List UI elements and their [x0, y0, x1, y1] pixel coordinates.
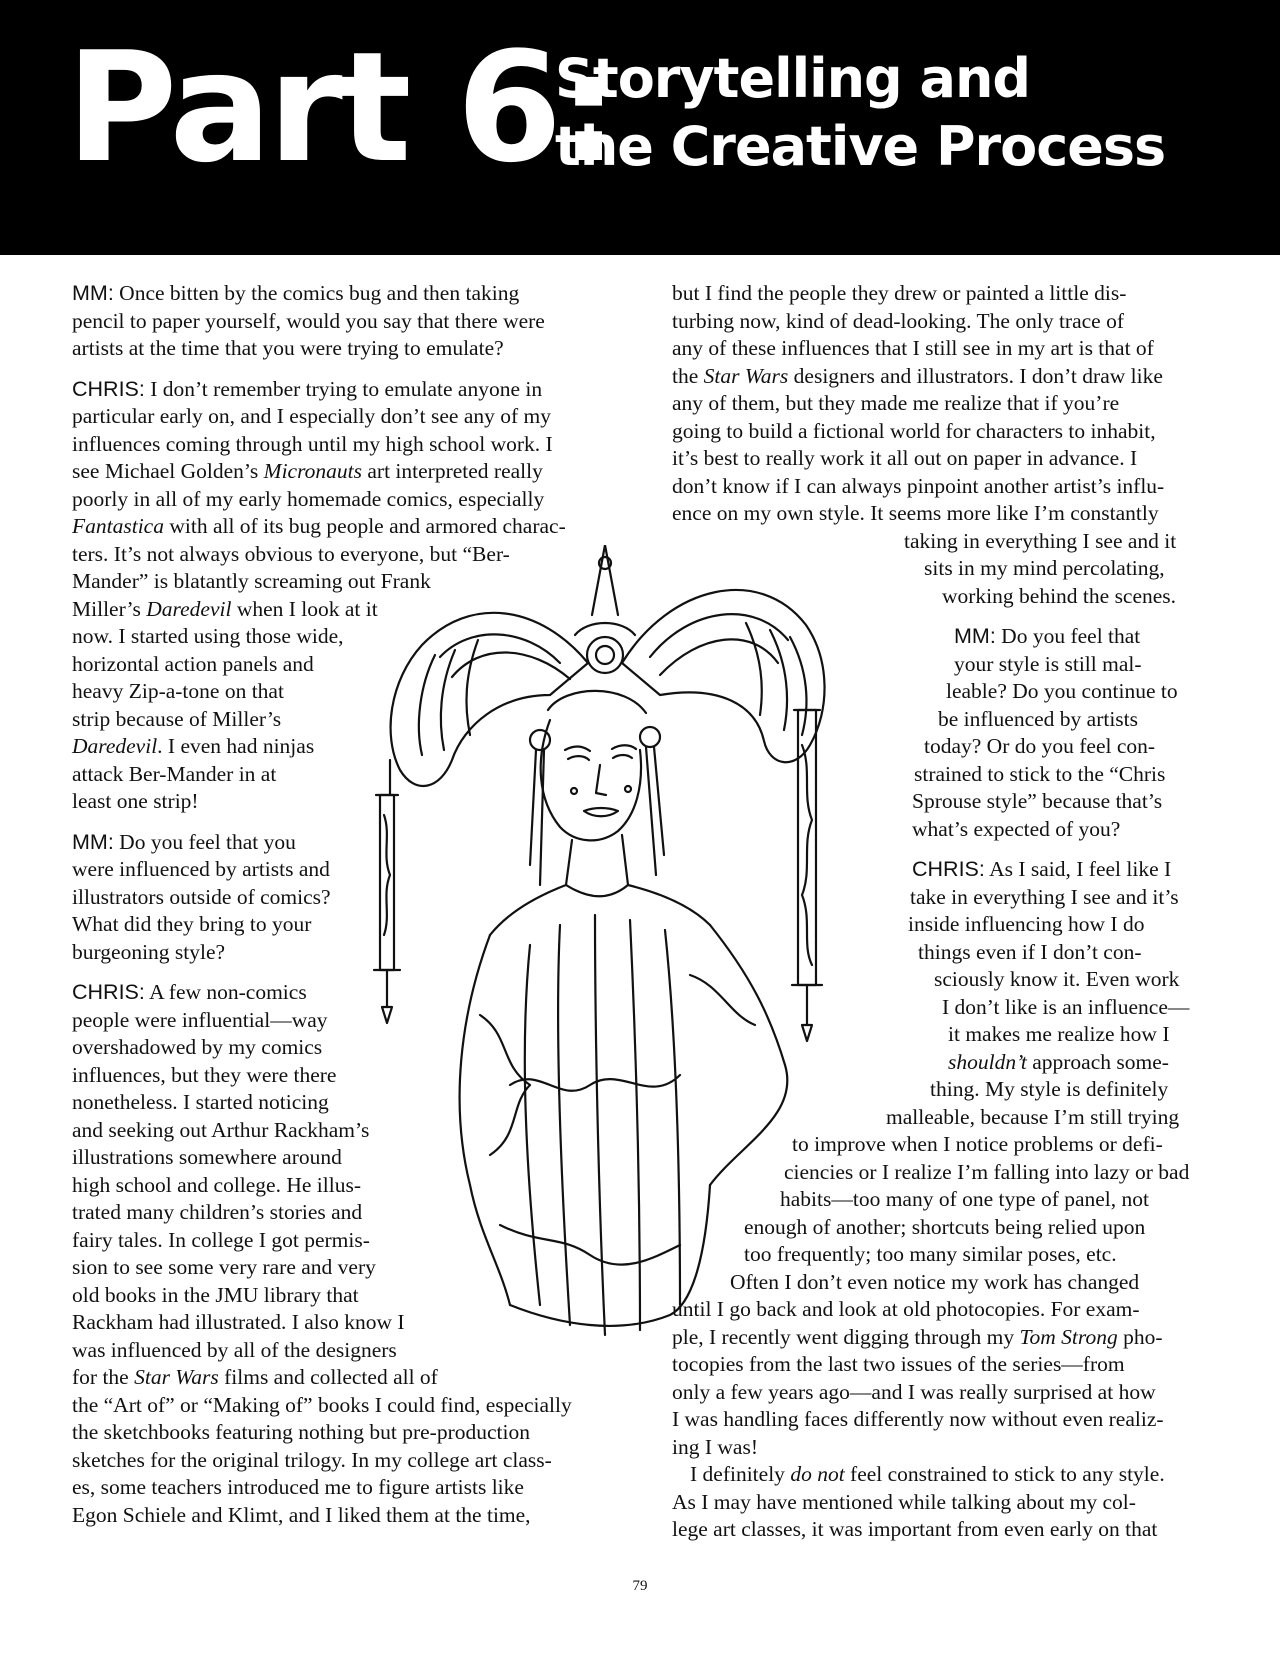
interview-paragraph: [672, 1269, 1212, 1462]
text-line: horizontal action panels and: [72, 651, 314, 676]
title-reference: Star Wars: [703, 363, 789, 388]
text-line: inside influencing how I do: [908, 912, 1145, 936]
text-line: take in everything I see and it’s: [910, 884, 1179, 909]
text-line: the Star Wars designers and illustrators. I don’t draw like: [672, 363, 1163, 388]
text-line: enough of another; shortcuts being relied upon: [744, 1214, 1146, 1239]
interview-paragraph: [672, 623, 1212, 843]
text-line: old books in the JMU library that: [72, 1282, 359, 1307]
text-line: working behind the scenes.: [942, 583, 1177, 608]
text-line: your style is still mal-: [954, 651, 1142, 676]
text-line: influences coming through until my high school work. I: [72, 431, 553, 456]
text-line: the “Art of” or “Making of” books I could find, especially: [72, 1392, 572, 1417]
speaker-label: CHRIS:: [72, 980, 145, 1004]
text-line: high school and college. He illus-: [72, 1172, 361, 1197]
text-line: illustrators outside of comics?: [72, 884, 331, 909]
text-line: what’s expected of you?: [912, 816, 1121, 841]
text-line: pencil to paper yourself, would you say that there were: [72, 308, 545, 333]
text-line: sciously know it. Even work: [934, 967, 1180, 991]
text-line: shouldn’t approach some-: [948, 1049, 1169, 1074]
text-line: but I find the people they drew or painted a little dis-: [672, 281, 1127, 305]
title-reference: Fantastica: [72, 514, 164, 538]
text-line: nonetheless. I started noticing: [72, 1090, 329, 1114]
text-line: As I may have mentioned while talking about my col-: [672, 1489, 1136, 1514]
text-line: habits—too many of one type of panel, not: [780, 1187, 1150, 1211]
chapter-title-line-2: the Creative Process: [555, 115, 1166, 178]
title-reference: Tom Strong: [1019, 1324, 1118, 1349]
left-column: [72, 280, 632, 1529]
text-line: see Michael Golden’s Micronauts art interpreted really: [72, 459, 543, 483]
text-line: particular early on, and I especially don’t see any of my: [72, 404, 551, 428]
title-reference: Star Wars: [134, 1365, 219, 1389]
text-line: artists at the time that you were trying to emulate?: [72, 336, 504, 360]
speaker-label: CHRIS:: [912, 857, 985, 881]
text-line: things even if I don’t con-: [918, 939, 1142, 964]
text-line: sion to see some very rare and very: [72, 1255, 376, 1279]
title-reference: Daredevil: [146, 596, 232, 621]
text-line: Egon Schiele and Klimt, and I liked them at the time,: [72, 1502, 531, 1527]
text-line: least one strip!: [72, 789, 199, 813]
speaker-label: CHRIS:: [72, 376, 145, 401]
text-line: were influenced by artists and: [72, 857, 330, 881]
text-line: taking in everything I see and it: [904, 528, 1177, 553]
title-reference: Micronauts: [263, 459, 362, 483]
text-line: any of them, but they made me realize that if you’re: [672, 391, 1120, 415]
emphasis: do not: [790, 1462, 845, 1486]
text-line: lege art classes, it was important from even early on that: [672, 1517, 1158, 1541]
page-number: 79: [632, 1578, 648, 1594]
text-line: turbing now, kind of dead-looking. The only trace of: [672, 308, 1124, 333]
text-line: Daredevil. I even had ninjas: [72, 734, 315, 758]
text-line: heavy Zip-a-tone on that: [72, 679, 284, 703]
text-line: poorly in all of my early homemade comics, especially: [72, 486, 545, 511]
text-line: for the Star Wars films and collected all of: [72, 1365, 438, 1389]
text-line: leable? Do you continue to: [946, 679, 1178, 703]
text-line: ciencies or I realize I’m falling into lazy or bad: [784, 1159, 1190, 1184]
text-line: Fantastica with all of its bug people and armored charac-: [72, 514, 566, 538]
text-line: influences, but they were there: [72, 1062, 337, 1087]
text-line: fairy tales. In college I got permis-: [72, 1227, 370, 1252]
text-line: Miller’s Daredevil when I look at it: [72, 596, 378, 621]
right-column: [672, 280, 1212, 1544]
interview-paragraph: [672, 1461, 1212, 1544]
text-line: What did they bring to your: [72, 912, 312, 936]
part-label: Part 6:: [66, 19, 615, 196]
text-line: ters. It’s not always obvious to everyone, but “Ber-: [72, 541, 510, 566]
text-line: Sprouse style” because that’s: [912, 789, 1163, 813]
speaker-label: MM:: [954, 624, 996, 648]
text-line: any of these influences that I still see in my art is that of: [672, 336, 1154, 360]
interview-paragraph: [72, 376, 632, 816]
text-line: Mander” is blatantly screaming out Frank: [72, 569, 431, 593]
text-line: burgeoning style?: [72, 939, 226, 964]
text-line: strip because of Miller’s: [72, 706, 282, 731]
text-line: tocopies from the last two issues of the series—from: [672, 1352, 1125, 1376]
interview-paragraph: [72, 280, 632, 363]
text-line: ence on my own style. It seems more like I’m constantly: [672, 501, 1159, 525]
text-line: ing I was!: [672, 1434, 758, 1459]
text-line: until I go back and look at old photocopies. For exam-: [672, 1297, 1140, 1321]
text-line: the sketchbooks featuring nothing but pre-production: [72, 1420, 530, 1444]
speaker-label: MM:: [72, 281, 114, 305]
interview-paragraph: [72, 979, 632, 1529]
text-line: I definitely do not feel constrained to stick to any style.: [690, 1462, 1165, 1486]
text-line: going to build a fictional world for characters to inhabit,: [672, 418, 1156, 443]
text-line: CHRIS: A few non-comics: [72, 980, 307, 1004]
interview-paragraph: [72, 829, 632, 967]
text-line: Often I don’t even notice my work has changed: [730, 1269, 1140, 1294]
text-line: sits in my mind percolating,: [924, 556, 1165, 580]
text-line: people were influential—way: [72, 1007, 328, 1032]
text-line: MM: Do you feel that: [954, 624, 1141, 648]
text-line: it’s best to really work it all out on paper in advance. I: [672, 446, 1138, 470]
text-line: too frequently; too many similar poses, etc.: [744, 1242, 1117, 1266]
text-line: I don’t like is an influence—: [942, 994, 1190, 1019]
text-line: to improve when I notice problems or defi-: [792, 1132, 1163, 1156]
text-line: be influenced by artists: [938, 706, 1139, 731]
text-line: MM: Once bitten by the comics bug and then taking: [72, 281, 520, 305]
chapter-title: [555, 45, 1165, 181]
text-line: Rackham had illustrated. I also know I: [72, 1310, 405, 1334]
text-line: today? Or do you feel con-: [924, 734, 1156, 758]
interview-paragraph: [672, 856, 1212, 1269]
text-line: es, some teachers introduced me to figure artists like: [72, 1475, 524, 1499]
text-line: attack Ber-Mander in at: [72, 761, 277, 786]
text-line: trated many children’s stories and: [72, 1200, 363, 1224]
text-line: CHRIS: I don’t remember trying to emulate anyone in: [72, 376, 543, 401]
text-line: illustrations somewhere around: [72, 1145, 342, 1169]
chapter-title-line-1: Storytelling and: [555, 47, 1031, 110]
text-line: strained to stick to the “Chris: [914, 761, 1166, 786]
text-line: only a few years ago—and I was really surprised at how: [672, 1379, 1156, 1404]
text-line: ple, I recently went digging through my Tom Strong pho-: [672, 1324, 1163, 1349]
text-line: and seeking out Arthur Rackham’s: [72, 1117, 370, 1142]
text-line: overshadowed by my comics: [72, 1035, 323, 1059]
text-line: it makes me realize how I: [948, 1022, 1170, 1046]
text-line: I was handling faces differently now without even realiz-: [672, 1407, 1164, 1431]
text-line: malleable, because I’m still trying: [886, 1104, 1180, 1129]
speaker-label: MM:: [72, 829, 114, 854]
interview-paragraph: [672, 280, 1212, 610]
chapter-header: [0, 0, 1280, 255]
title-reference: Daredevil: [72, 734, 158, 758]
text-line: CHRIS: As I said, I feel like I: [912, 857, 1172, 881]
text-line: MM: Do you feel that you: [72, 829, 296, 854]
text-line: thing. My style is definitely: [930, 1077, 1169, 1101]
text-line: was influenced by all of the designers: [72, 1337, 397, 1362]
text-line: don’t know if I can always pinpoint another artist’s influ-: [672, 473, 1165, 498]
text-line: sketches for the original trilogy. In my college art class-: [72, 1447, 552, 1472]
emphasis: shouldn’t: [948, 1049, 1027, 1074]
text-line: now. I started using those wide,: [72, 624, 344, 648]
